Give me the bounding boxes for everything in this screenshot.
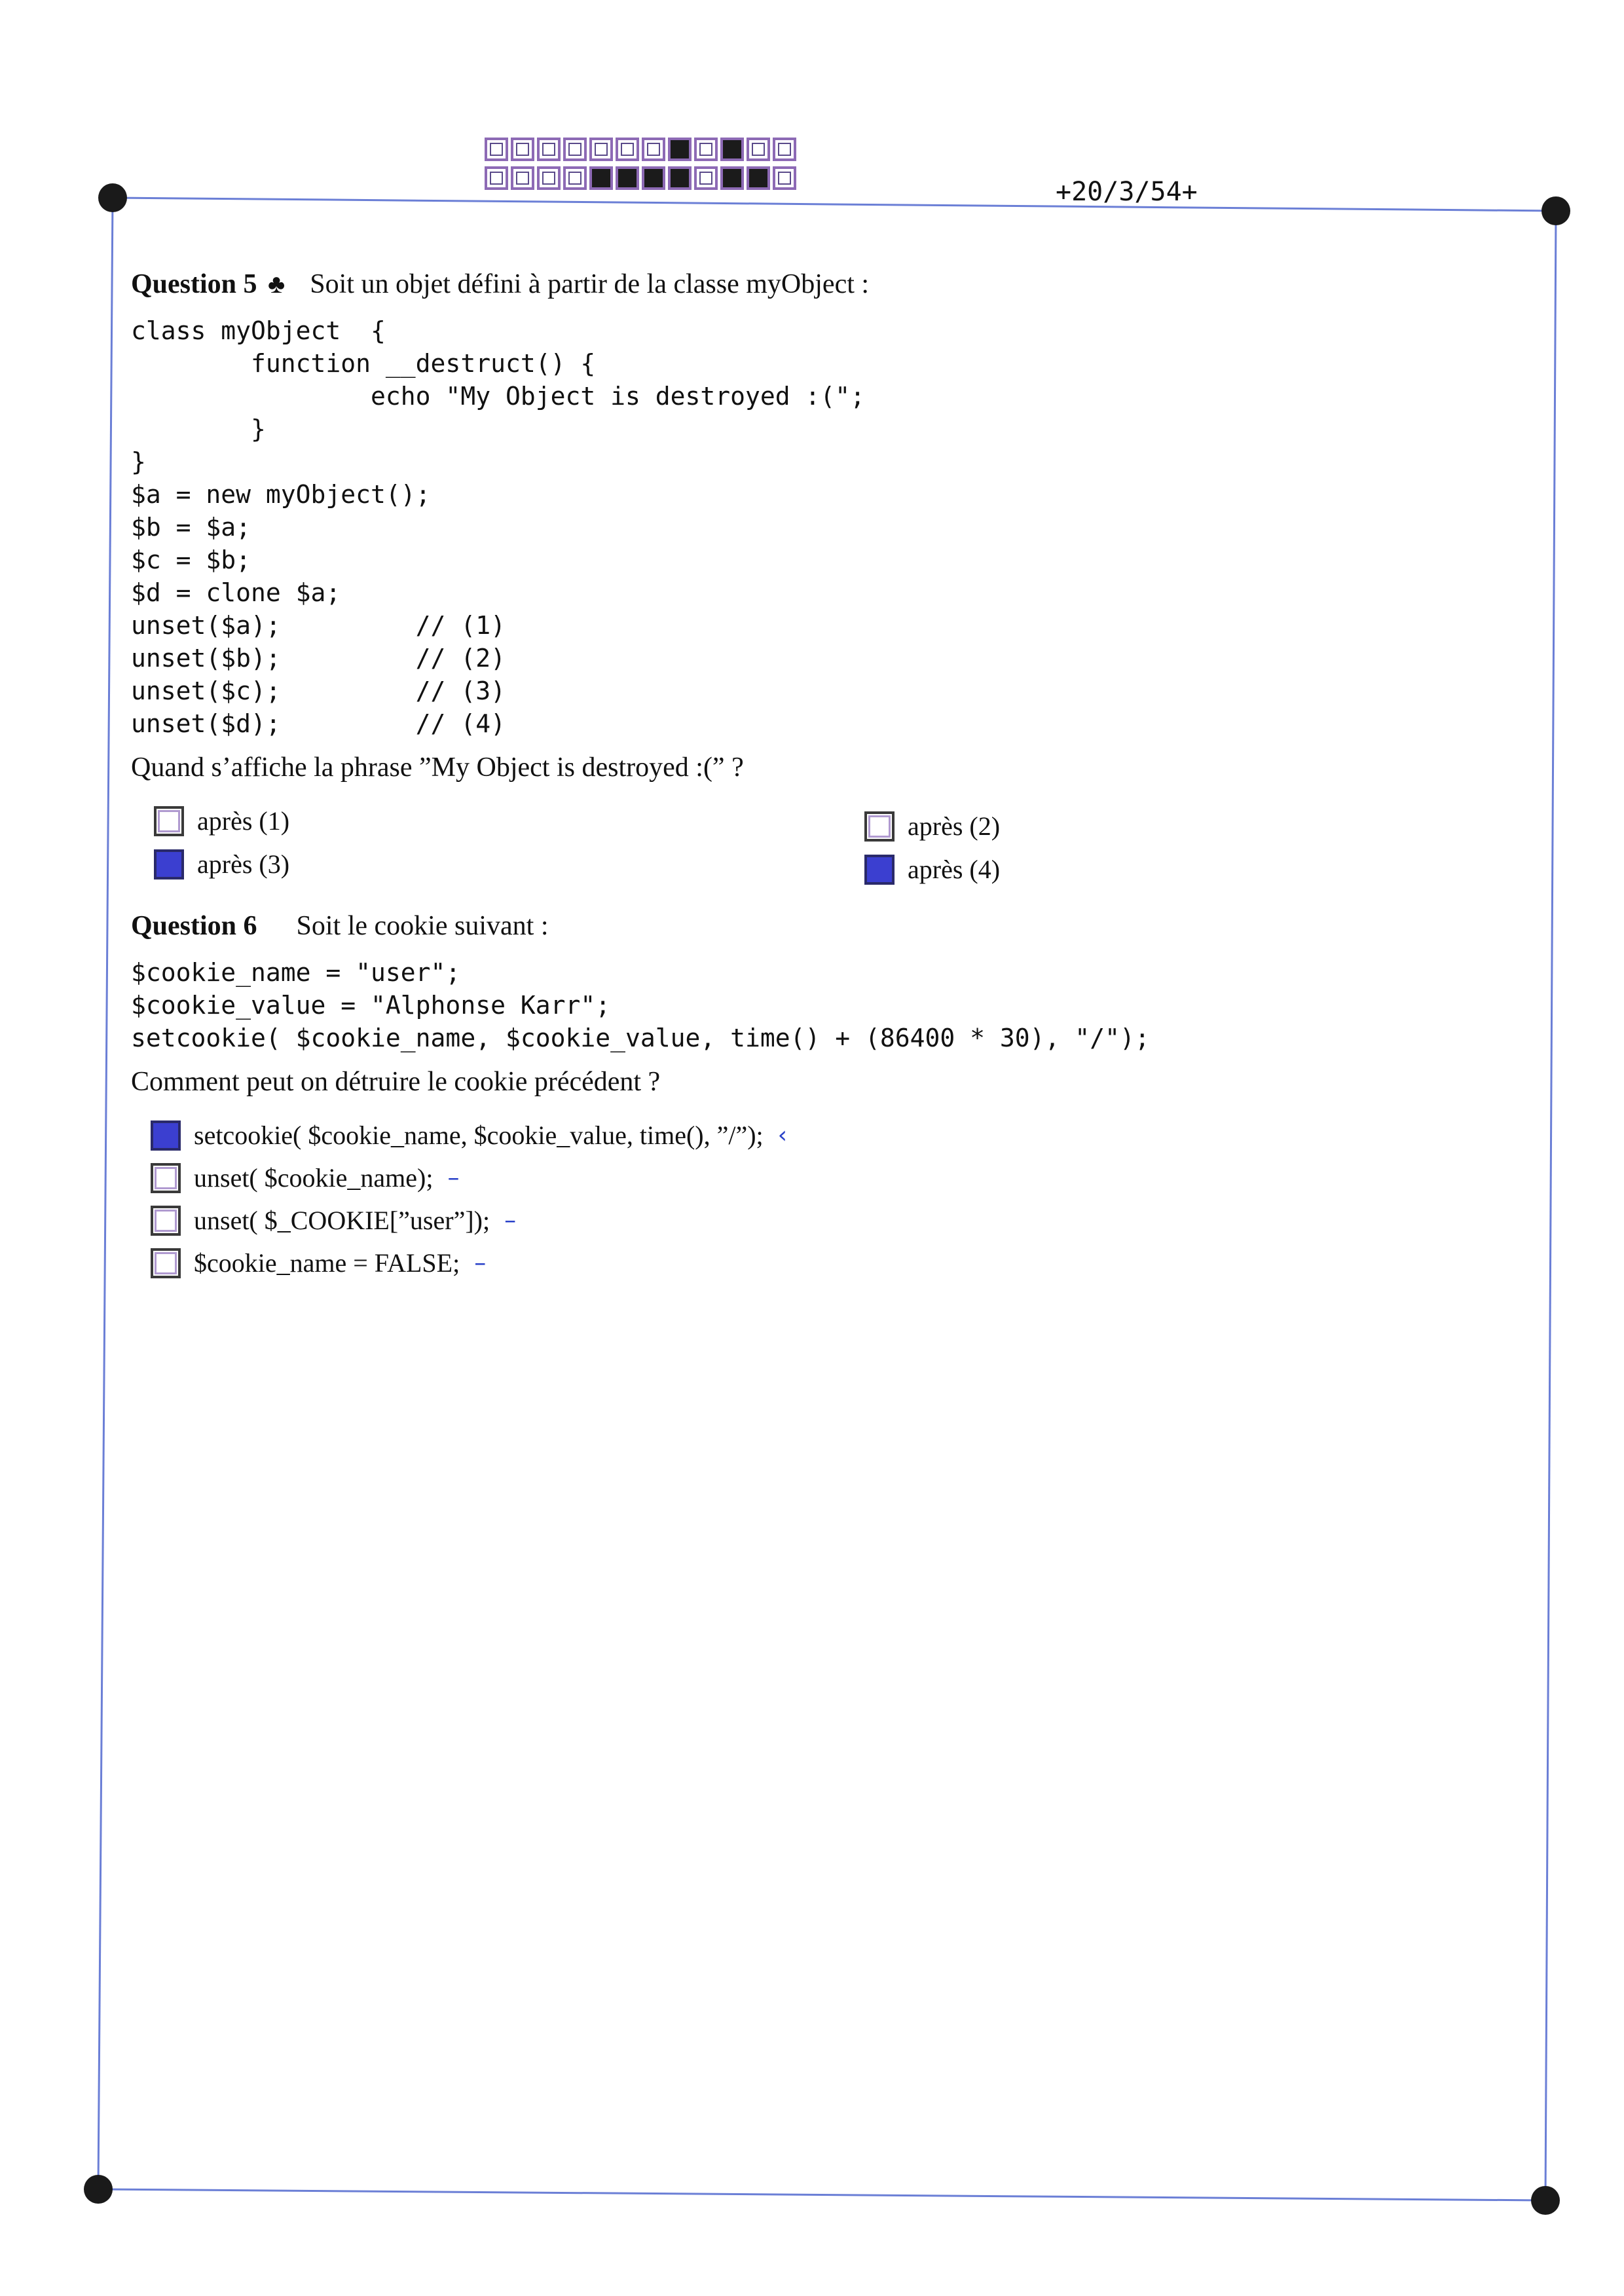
option-unset-cookie-name[interactable]: unset( $cookie_name); – xyxy=(151,1162,1506,1193)
checkbox-unset-cookie-name[interactable] xyxy=(151,1163,181,1193)
option-apres-3[interactable]: après (3) xyxy=(154,849,289,880)
barcode-row-1 xyxy=(485,138,796,161)
question-5-statement: Soit un objet défini à partir de la classe myObject : xyxy=(310,269,870,299)
option-setcookie[interactable]: setcookie( $cookie_name, $cookie_value, time(), ”/”); ‹ xyxy=(151,1120,1506,1151)
question-5-options xyxy=(131,805,1506,891)
checkbox-apres-1[interactable] xyxy=(154,806,184,836)
question-5-label: Question 5 ♣ xyxy=(131,269,286,299)
checkbox-apres-3[interactable] xyxy=(154,849,184,880)
handwritten-mark: ‹ xyxy=(777,1122,788,1149)
corner-marker-top-right xyxy=(1541,196,1570,225)
handwritten-mark: – xyxy=(504,1207,517,1234)
question-5-prompt: Quand s’affiche la phrase ”My Object is destroyed :(” ? xyxy=(131,752,744,783)
checkbox-apres-2[interactable] xyxy=(864,811,895,842)
handwritten-mark: – xyxy=(474,1250,487,1276)
question-5-header xyxy=(131,268,1506,300)
club-icon: ♣ xyxy=(268,269,286,299)
question-6-prompt: Comment peut on détruire le cookie précédent ? xyxy=(131,1067,661,1097)
option-apres-2[interactable]: après (2) xyxy=(864,811,1000,842)
barcode-row-2 xyxy=(485,166,796,190)
corner-marker-bottom-right xyxy=(1531,2186,1560,2215)
question-6-options xyxy=(131,1120,1506,1278)
page-code: +20/3/54+ xyxy=(1056,177,1198,207)
question-5-code: class myObject { function __destruct() { echo "My Object is destroyed :("; } } $a = new myObject(); $b = $a; $c = $b; $d = clone $a; unset($a); // (1) unset($b); // (2) unset($c); // (3) unset($d); // (4) xyxy=(131,316,866,738)
option-cookie-false[interactable]: $cookie_name = FALSE; – xyxy=(151,1248,1506,1278)
handwritten-mark: – xyxy=(447,1164,460,1191)
id-barcode xyxy=(485,138,796,195)
question-6-statement: Soit le cookie suivant : xyxy=(296,911,549,941)
exam-content xyxy=(131,262,1506,1290)
checkbox-setcookie[interactable] xyxy=(151,1120,181,1151)
checkbox-apres-4[interactable] xyxy=(864,855,895,885)
corner-marker-bottom-left xyxy=(84,2175,113,2204)
checkbox-unset-cookie-array[interactable] xyxy=(151,1206,181,1236)
option-apres-1[interactable]: après (1) xyxy=(154,805,289,836)
question-6-header xyxy=(131,910,1506,942)
option-apres-4[interactable]: après (4) xyxy=(864,854,1000,885)
question-6-label: Question 6 xyxy=(131,911,257,941)
corner-marker-top-left xyxy=(98,183,127,212)
checkbox-cookie-false[interactable] xyxy=(151,1248,181,1278)
question-6-code: $cookie_name = "user"; $cookie_value = "Alphonse Karr"; setcookie( $cookie_name, $cookie_value, time() + (86400 * 30), "/"); xyxy=(131,958,1150,1052)
option-unset-cookie-array[interactable]: unset( $_COOKIE[”user”]); – xyxy=(151,1205,1506,1236)
